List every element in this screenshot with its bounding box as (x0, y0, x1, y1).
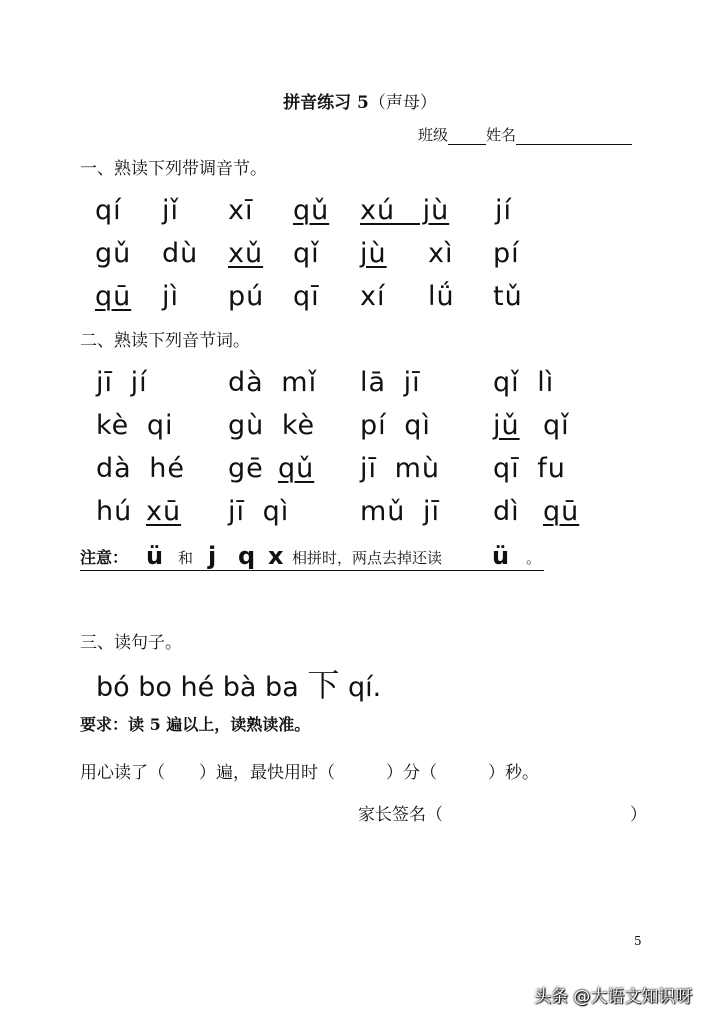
syllable: qǐ (543, 410, 570, 441)
parent-signature-line: 家长签名（ ） (358, 805, 647, 825)
word: kè qi (96, 410, 174, 441)
syllable: gē (228, 453, 264, 484)
section2-row-4 (0, 494, 720, 530)
sentence-part-1: bó bo hé bà ba (96, 672, 299, 703)
name-blank[interactable] (516, 128, 632, 145)
section2-row-3 (0, 451, 720, 487)
word: pí qì (360, 410, 431, 441)
page-number: 5 (634, 934, 642, 948)
word: mǔ jī (360, 496, 440, 527)
page-title (0, 88, 720, 113)
syllable: qí (95, 195, 122, 226)
word: qǐ lì (493, 367, 555, 398)
syllable: qī (293, 281, 320, 312)
section1-heading: 一、熟读下列带调音节。 (80, 159, 267, 179)
word: jī mù (360, 453, 440, 484)
syllable: lǘ (428, 281, 455, 312)
note-label: 注意： (80, 548, 129, 567)
requirement: 要求：读 5 遍以上，读熟读准。 (80, 715, 311, 734)
note-u-umlaut-2: ü (492, 542, 510, 570)
class-label: 班级 (418, 126, 449, 144)
syllable-underlined: xú jù (360, 195, 450, 226)
syllable: pí (493, 238, 520, 269)
syllable: xí (360, 281, 386, 312)
note-and: 和 (178, 549, 194, 567)
syllable: jí (495, 195, 513, 226)
sentence-part-2: qí. (347, 672, 382, 703)
sentence-hanzi: 下 (307, 666, 340, 704)
syllable: dù (162, 238, 199, 269)
title-main: 拼音练习 5 (283, 93, 369, 113)
word: dà hé (96, 453, 185, 484)
section1-row-3 (0, 279, 720, 315)
reading-record-line: 用心读了（ ）遍，最快用时（ ）分（ ）秒。 (80, 763, 539, 783)
section2-row-2 (0, 408, 720, 444)
syllable: dì (493, 496, 520, 527)
class-name-line (418, 124, 632, 145)
note-u-umlaut: ü (146, 542, 164, 570)
section2-row-1 (0, 365, 720, 401)
syllable: xì (428, 238, 454, 269)
note-end: 。 (526, 549, 542, 567)
syllable-underlined: qū (95, 281, 132, 312)
syllable: hú (96, 496, 133, 527)
syllable: qǐ (293, 238, 320, 269)
word: dà mǐ (228, 367, 318, 398)
word: jī jí (96, 367, 148, 398)
section1-row-2 (0, 236, 720, 272)
word: qī fu (493, 453, 566, 484)
syllable-underlined: qǔ (293, 195, 330, 226)
syllable: jǐ (162, 195, 180, 226)
section1-row-1 (0, 193, 720, 229)
title-subtitle: （声母） (368, 93, 437, 113)
syllable-underlined: jǔ (493, 410, 520, 441)
word: lā jī (360, 367, 421, 398)
word: jī qì (228, 496, 290, 527)
reading-sentence (96, 660, 381, 706)
section3-heading: 三、读句子。 (80, 633, 182, 653)
section2-heading: 二、熟读下列音节词。 (80, 331, 250, 351)
word: gù kè (228, 410, 316, 441)
syllable-underlined: qū (543, 496, 580, 527)
syllable: pú (228, 281, 265, 312)
syllable: gǔ (95, 238, 132, 269)
syllable: tǔ (493, 281, 523, 312)
syllable-underlined: xū (146, 496, 182, 527)
note-rule: 相拼时，两点去掉还读 (292, 549, 443, 567)
syllable: xī (228, 195, 254, 226)
note-j: j (208, 542, 217, 570)
syllable-underlined: qǔ (278, 453, 315, 484)
note-x: x (268, 542, 284, 570)
note-line (80, 540, 544, 571)
watermark: 头条 @大语文知识呀 (534, 987, 693, 1007)
syllable-underlined: xǔ (228, 238, 264, 269)
syllable-underlined: jù (360, 238, 387, 269)
syllable: jì (162, 281, 180, 312)
note-q: q (238, 542, 256, 570)
class-blank[interactable] (448, 128, 486, 145)
name-label: 姓名 (486, 126, 517, 144)
